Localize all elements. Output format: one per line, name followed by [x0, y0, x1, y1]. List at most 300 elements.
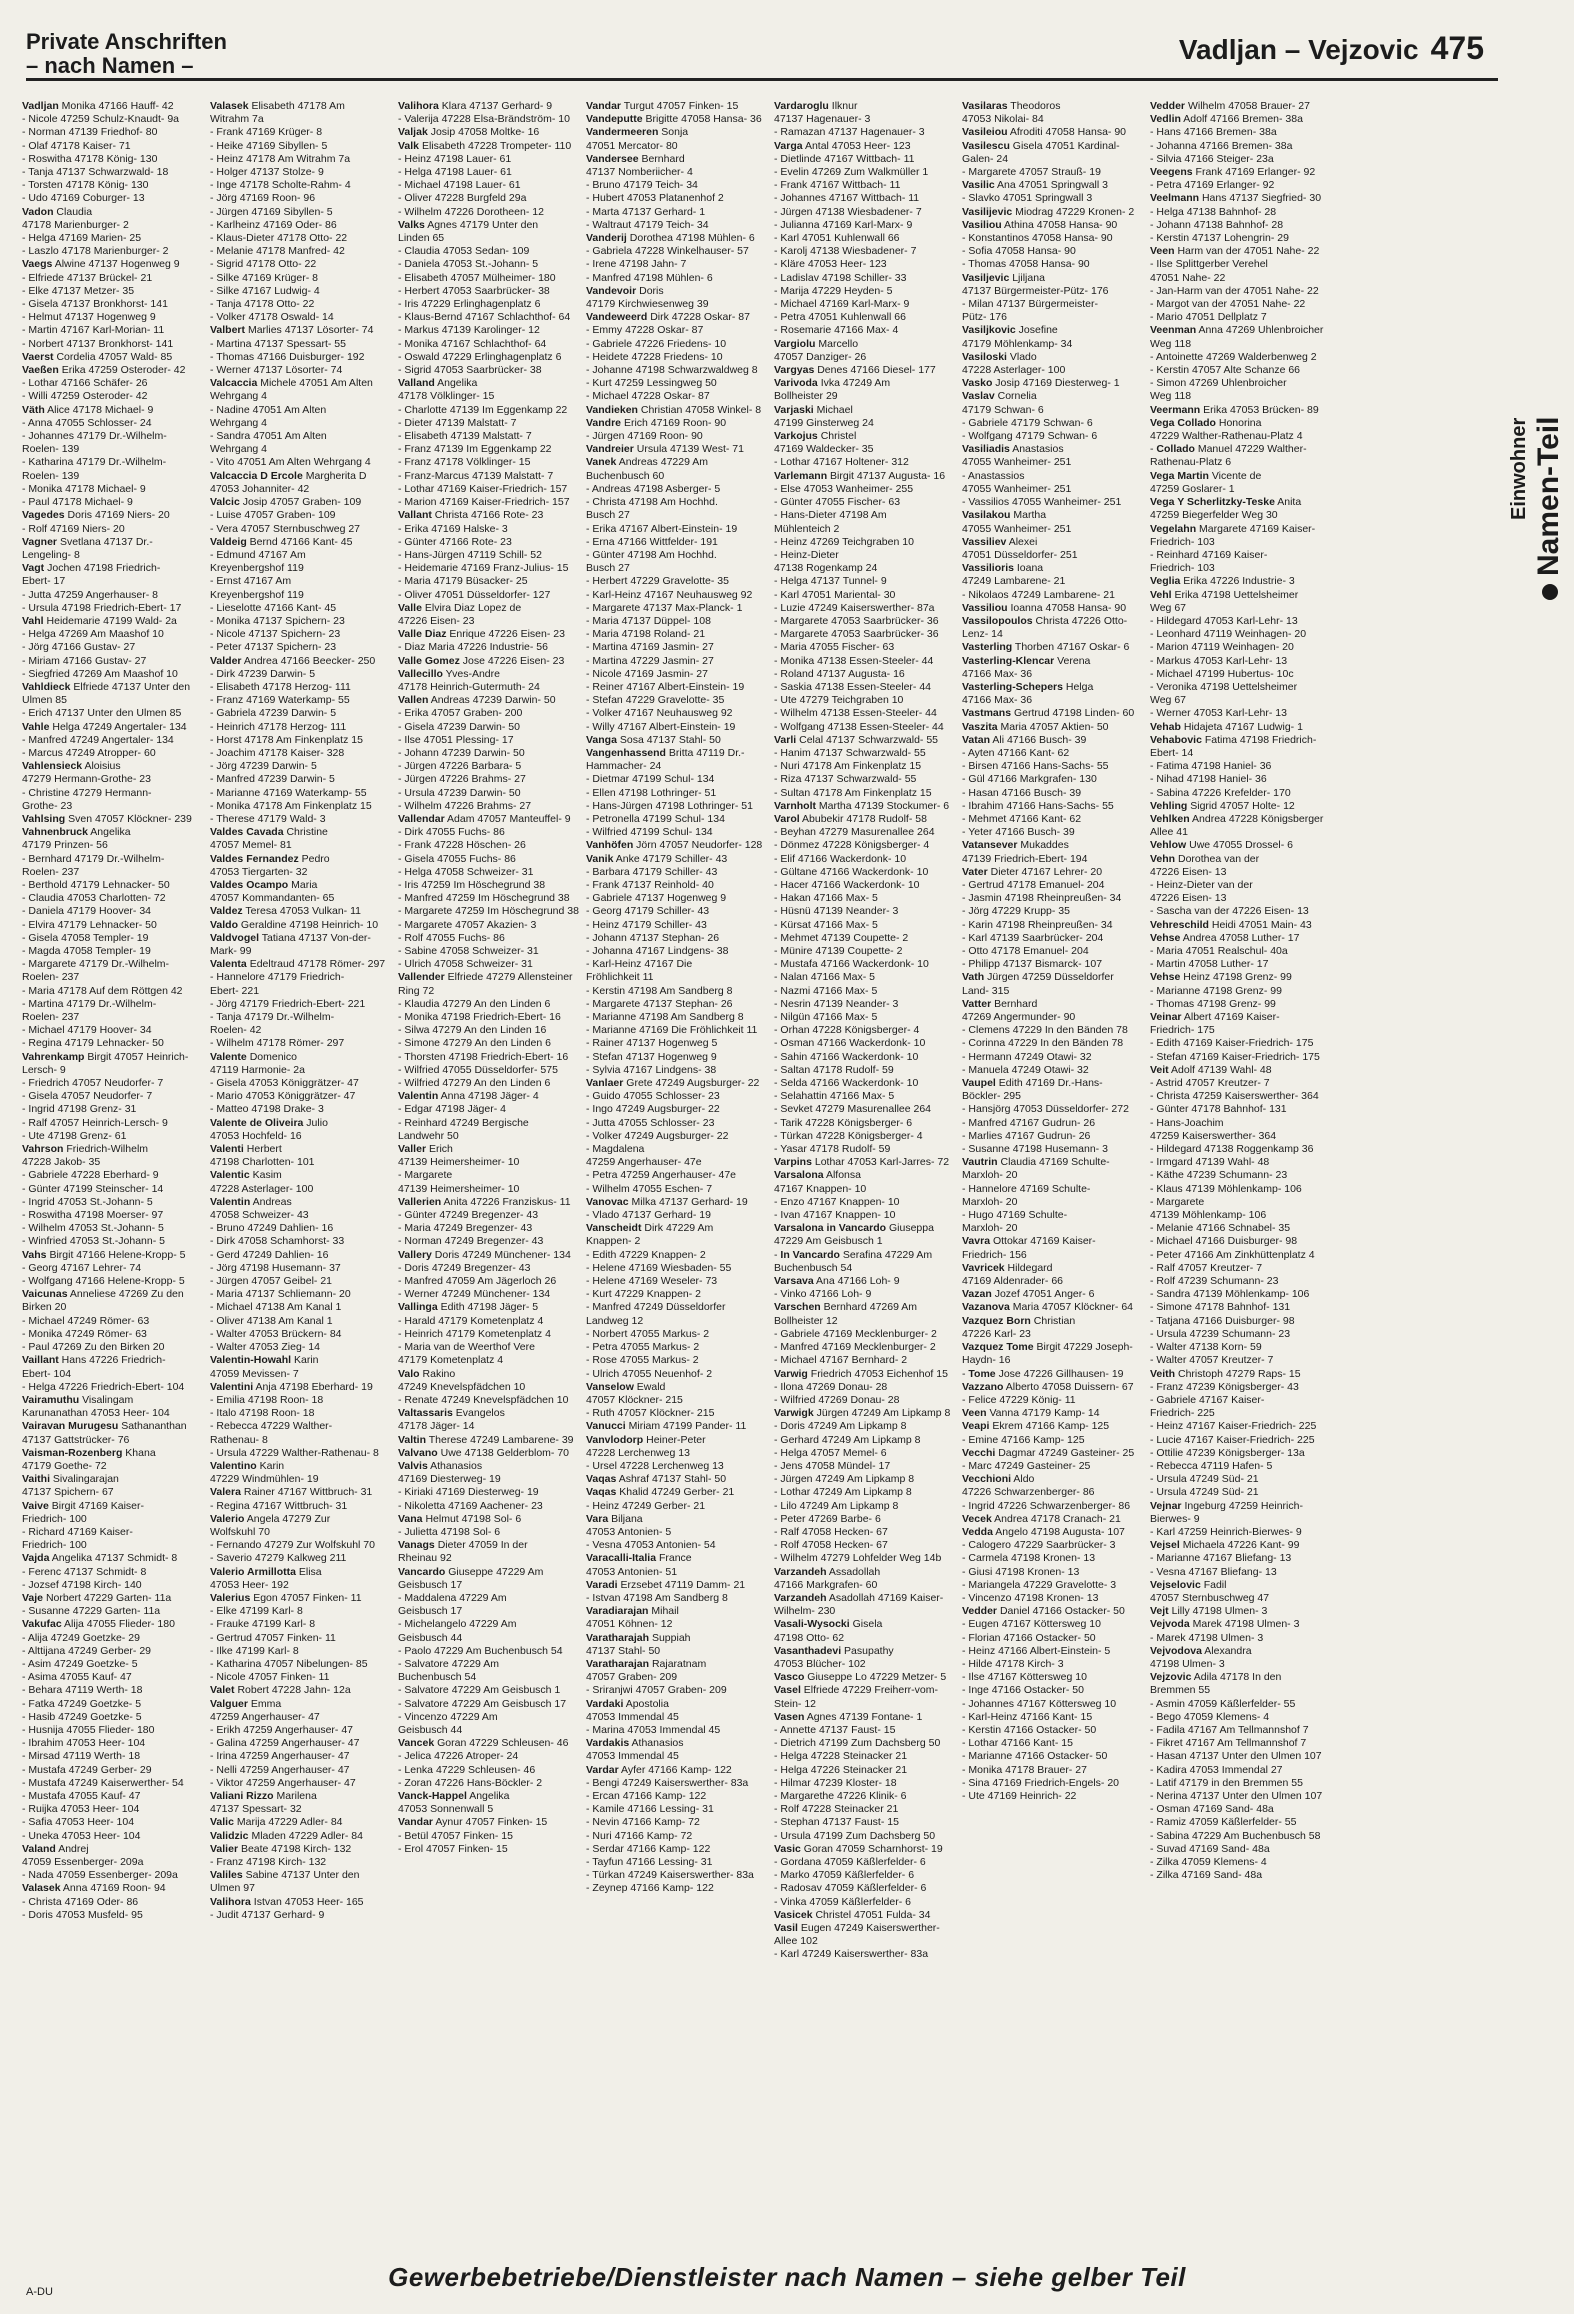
listing-entry: Valvano Uwe 47138 Gelderblom- 70: [398, 1446, 570, 1459]
listing-entry: Vejvoda Marek 47198 Ulmen- 3: [1150, 1618, 1300, 1631]
listing-entry: - Ursel 47228 Lerchenweg 13: [586, 1459, 724, 1472]
listing-entry: Vega Martin Vicente de: [1150, 469, 1262, 482]
listing-entry: Vastmans Gertrud 47198 Linden- 60: [962, 707, 1135, 720]
listing-entry: - Thomas 47166 Duisburger- 192: [210, 350, 365, 363]
listing-entry: - Martin 47058 Luther- 17: [1150, 958, 1269, 971]
name-range: Vadljan – Vejzovic: [1178, 34, 1419, 65]
listing-entry: - Erikh 47259 Angerhauser- 47: [210, 1723, 354, 1736]
listing-entry: - Gisela 47053 Königgrätzer- 47: [210, 1077, 359, 1090]
listing-entry: - Mehmet 47166 Kant- 62: [962, 812, 1082, 825]
listing-entry: - Magdalena: [586, 1143, 645, 1156]
listing-entry: 47178 Jäger- 14: [398, 1420, 475, 1433]
listing-entry: 47167 Knappen- 10: [774, 1182, 867, 1195]
listing-entry: - Siegfried 47269 Am Maashof 10: [22, 667, 178, 680]
listing-entry: Valier Beate 47198 Kirch- 132: [210, 1842, 352, 1855]
listing-entry: - Lucie 47167 Kaiser-Friedrich- 225: [1150, 1433, 1315, 1446]
listing-entry: - Sofia 47058 Hansa- 90: [962, 245, 1076, 258]
listing-entry: Bollheister 12: [774, 1314, 838, 1327]
listing-entry: - Marianne 47167 Bliefang- 13: [1150, 1552, 1292, 1565]
listing-entry: - Dönmez 47228 Königsberger- 4: [774, 839, 930, 852]
listing-entry: Allee 41: [1150, 826, 1188, 839]
listing-entry: - Hans-Jürgen 47198 Lothringer- 51: [586, 799, 753, 812]
listing-entry: Vajda Angelika 47137 Schmidt- 8: [22, 1552, 178, 1565]
listing-entry: - Jutta 47259 Angerhauser- 8: [22, 588, 159, 601]
listing-entry: - Margarete 47057 Akazien- 3: [398, 918, 537, 931]
listing-entry: Witrahm 7a: [210, 113, 264, 126]
listing-entry: Vasiliou Athina 47058 Hansa- 90: [962, 218, 1118, 231]
listing-entry: Vagedes Doris 47169 Niers- 20: [22, 509, 170, 522]
listing-entry: Vasanthadevi Pasupathy: [774, 1644, 894, 1657]
listing-entry: Ebert- 14: [1150, 746, 1194, 759]
listing-entry: - Emilia 47198 Roon- 18: [210, 1393, 324, 1406]
listing-entry: - Hannelore 47169 Schulte-: [962, 1182, 1091, 1195]
listing-entry: - Paul 47178 Michael- 9: [22, 496, 133, 509]
listing-entry: Vedder Wilhelm 47058 Brauer- 27: [1150, 100, 1310, 112]
listing-entry: - Manfred 47169 Mecklenburger- 2: [774, 1341, 936, 1354]
listing-entry: Buchenbusch 54: [774, 1261, 853, 1274]
listing-entry: - Ottilie 47239 Königsberger- 13a: [1150, 1446, 1305, 1459]
listing-entry: Vaqas Khalid 47249 Gerber- 21: [586, 1486, 735, 1499]
listing-entry: Vega Collado Honorina: [1150, 416, 1262, 429]
listing-entry: 47055 Wanheimer- 251: [962, 482, 1072, 495]
listing-entry: - Martina 47229 Jasmin- 27: [586, 654, 714, 667]
listing-entry: 47228 Asterlager- 100: [210, 1182, 314, 1195]
listing-entry: Bierwes- 9: [1150, 1512, 1200, 1525]
listing-entry: - Nerina 47137 Unter den Ulmen 107: [1150, 1790, 1323, 1802]
listing-entry: - Oliver 47051 Düsseldorfer- 127: [398, 588, 551, 601]
listing-entry: - Hans-Joachim: [1150, 1116, 1224, 1129]
listing-entry: - Münire 47139 Coupette- 2: [774, 945, 903, 957]
listing-entry: - Melanie 47178 Manfred- 42: [210, 245, 345, 258]
listing-entry: - Regina 47179 Lehnacker- 50: [22, 1037, 164, 1050]
listing-entry: - Wilhelm 47053 St.-Johann- 5: [22, 1222, 164, 1235]
listing-entry: - Maria 47051 Realschul- 40a: [1150, 945, 1288, 957]
listing-entry: Vairavan Murugesu Sathananthan: [22, 1420, 187, 1433]
listing-entry: Vega Y Scherlitzky-Teske Anita: [1150, 496, 1302, 509]
listing-entry: - Hanim 47137 Schwarzwald- 55: [774, 746, 926, 759]
listing-entry: - Doris 47053 Musfeld- 95: [22, 1908, 143, 1921]
listing-entry: - Tayfun 47166 Lessing- 31: [586, 1856, 713, 1869]
listing-entry: - Ingrid 47198 Grenz- 31: [22, 1103, 137, 1116]
listing-entry: 47179 Kometenplatz 4: [398, 1354, 504, 1367]
listing-entry: - Enzo 47167 Knappen- 10: [774, 1195, 900, 1208]
listing-entry: 47051 Nahe- 22: [1150, 271, 1226, 284]
listing-entry: - Hansjörg 47053 Düsseldorfer- 272: [962, 1103, 1129, 1116]
listing-entry: Vahnenbruck Angelika: [22, 826, 131, 839]
listing-entry: - Birsen 47166 Hans-Sachs- 55: [962, 760, 1109, 773]
listing-entry: - Hilmar 47239 Kloster- 18: [774, 1776, 897, 1789]
listing-entry: 47053 Antonien- 51: [586, 1565, 678, 1578]
listing-entry: - Marianne 47169 Die Fröhlichkeit 11: [586, 1024, 758, 1037]
listing-entry: 47179 Kirchwiesenweg 39: [586, 298, 709, 311]
listing-entry: - Maria van de Weerthof Vere: [398, 1341, 535, 1354]
listing-entry: - Saskia 47138 Essen-Steeler- 44: [774, 680, 932, 693]
listing-entry: - Barbara 47179 Schiller- 43: [586, 865, 718, 878]
listing-entry: - Klaudia 47279 An den Linden 6: [398, 997, 551, 1010]
listing-entry: 47178 Marienburger- 2: [22, 218, 129, 231]
listing-entry: - Ulrich 47055 Neuenhof- 2: [586, 1367, 713, 1380]
listing-entry: - Luise 47057 Graben- 109: [210, 509, 336, 522]
listing-entry: - Giusi 47198 Kronen- 13: [962, 1565, 1080, 1578]
listing-entry: Galen- 24: [962, 152, 1009, 165]
listing-entry: Varsava Ana 47166 Loh- 9: [774, 1275, 900, 1288]
listing-entry: - Markus 47053 Karl-Lehr- 13: [1150, 654, 1288, 667]
listing-entry: - Manuela 47249 Otawi- 32: [962, 1063, 1089, 1076]
listing-entry: Vagt Jochen 47198 Friedrich-: [22, 562, 161, 575]
listing-entry: Vahldieck Elfriede 47137 Unter den: [22, 680, 191, 693]
listing-entry: - Helga 47198 Lauer- 61: [398, 166, 512, 179]
listing-entry: Valente Domenico: [210, 1050, 297, 1063]
listing-entry: - Frank 47167 Wittbach- 11: [774, 179, 901, 192]
listing-entry: Vanderij Dorothea 47198 Mühlen- 6: [586, 232, 755, 245]
listing-entry: - Wilfried 47199 Schul- 134: [586, 826, 713, 839]
listing-entry: - Franz 47239 Königsberger- 43: [1150, 1380, 1299, 1393]
listing-entry: 47057 Danziger- 26: [774, 350, 867, 363]
listing-entry: - Elvira 47179 Lehnacker- 50: [22, 918, 157, 931]
listing-entry: - Johann 47138 Bahnhof- 28: [1150, 218, 1284, 231]
listing-entry: - Ralf 47057 Kreutzer- 7: [1150, 1261, 1263, 1274]
listing-entry: - Vinko 47166 Loh- 9: [774, 1288, 872, 1301]
listing-entry: - Frank 47137 Reinhold- 40: [586, 878, 714, 891]
listing-entry: - Edmund 47167 Am: [210, 548, 306, 561]
listing-entry: - Mariangela 47229 Gravelotte- 3: [962, 1578, 1117, 1591]
listing-entry: - Michael 47228 Oskar- 87: [586, 390, 710, 403]
listing-entry: Buchenbusch 54: [398, 1671, 477, 1684]
listing-entry: Valasek Anna 47169 Roon- 94: [22, 1882, 166, 1895]
listing-entry: Varlemann Birgit 47137 Augusta- 16: [774, 469, 946, 482]
listing-entry: - Karl-Heinz 47167 Neuhausweg 92: [586, 588, 753, 601]
listing-entry: - Volker 47167 Neuhausweg 92: [586, 707, 733, 720]
listing-entry: Vassiliou Ioanna 47058 Hansa- 90: [962, 601, 1127, 614]
listing-entry: 47269 Angermunder- 90: [962, 1011, 1076, 1024]
side-tab-large-label: [1532, 417, 1566, 600]
listing-entry: Vahlsing Sven 47057 Klöckner- 239: [22, 812, 192, 825]
listing-entry: - Mehmet 47139 Coupette- 2: [774, 931, 909, 944]
listing-entry: - Hüsnü 47139 Neander- 3: [774, 905, 899, 918]
listing-entry: - Philipp 47137 Bismarck- 107: [962, 958, 1103, 971]
listing-entry: Valle Elvira Diaz Lopez de: [398, 601, 522, 614]
listing-entry: - Jörg 47166 Gustav- 27: [22, 641, 136, 654]
listing-entry: Geisbusch 17: [398, 1605, 463, 1618]
listing-entry: - Walter 47053 Brückern- 84: [210, 1327, 342, 1340]
listing-entry: - Maria 47137 Düppel- 108: [586, 614, 711, 627]
listing-entry: - Johannes 47167 Wittbach- 11: [774, 192, 920, 205]
listing-entry: - Ivan 47167 Knappen- 10: [774, 1209, 896, 1222]
listing-entry: Varsalona in Vancardo Giuseppa: [774, 1222, 934, 1235]
listing-entry: - Vincenzo 47198 Kronen- 13: [962, 1591, 1099, 1604]
listing-entry: - Zoran 47226 Hans-Böckler- 2: [398, 1776, 543, 1789]
listing-entry: - Zilka 47059 Klemens- 4: [1150, 1856, 1267, 1869]
listing-entry: - Jörg 47169 Roon- 96: [210, 192, 316, 205]
listing-entry: - Gabriele 47167 Kaiser-: [1150, 1393, 1265, 1406]
listing-entry: Vejvodova Alexandra: [1150, 1644, 1252, 1657]
listing-entry: - Jutta 47055 Schlosser- 23: [586, 1116, 715, 1129]
listing-entry: Vaqas Ashraf 47137 Stahl- 50: [586, 1473, 727, 1486]
listing-entry: - Waltraut 47179 Teich- 34: [586, 218, 709, 231]
listing-entry: - Heike 47169 Sibyllen- 5: [210, 139, 328, 152]
listing-entry: - Nicole 47057 Finken- 11: [210, 1671, 330, 1684]
listing-entry: Vehlow Uwe 47055 Drossel- 6: [1150, 839, 1293, 852]
listing-entry: - Martina 47179 Dr.-Wilhelm-: [22, 997, 157, 1010]
listing-entry: - Carmela 47198 Kronen- 13: [962, 1552, 1096, 1565]
listing-entry: 47169 Diesterweg- 19: [398, 1473, 501, 1486]
listing-entry: Vatansever Mukaddes: [962, 839, 1069, 852]
listing-entry: Vardaki Apostolia: [586, 1697, 669, 1710]
listing-entry: - Maria 47178 Auf dem Röttgen 42: [22, 984, 183, 997]
listing-entry: Valjak Josip 47058 Moltke- 16: [398, 126, 540, 139]
listing-entry: - Renate 47249 Knevelspfädchen 10: [398, 1393, 569, 1406]
listing-entry: - Kurt 47259 Lessingweg 50: [586, 377, 717, 390]
listing-entry: - Türkan 47249 Kaiserswerther- 83a: [586, 1869, 754, 1882]
listing-entry: - Osman 47166 Wackerdonk- 10: [774, 1037, 926, 1050]
page-number: 475: [1430, 30, 1484, 66]
listing-entry: Vasiliadis Anastasios: [962, 443, 1064, 456]
listing-entry: Friedrich- 175: [1150, 1024, 1215, 1037]
listing-entry: Hammacher- 24: [586, 760, 662, 773]
listing-entry: - Wilhelm 47226 Brahms- 27: [398, 799, 532, 812]
listing-entry: Marxloh- 20: [962, 1169, 1018, 1182]
listing-entry: Vandermeeren Sonja: [586, 126, 689, 139]
listing-entry: - Sylvia 47167 Lindgens- 38: [586, 1063, 717, 1076]
listing-entry: - Gisela 47058 Templer- 19: [22, 931, 149, 944]
listing-entry: Vejzovic Adila 47178 In den: [1150, 1671, 1282, 1684]
listing-entry: - Asmin 47059 Käßlerfelder- 55: [1150, 1697, 1296, 1710]
listing-entry: Vaeßen Erika 47259 Osteroder- 42: [22, 364, 186, 377]
listing-entry: Valihora Istvan 47053 Heer- 165: [210, 1895, 364, 1908]
listing-entry: Valdvogel Tatiana 47137 Von-der-: [210, 931, 371, 944]
listing-entry: - Volker 47178 Oswald- 14: [210, 311, 334, 324]
listing-entry: - Helene 47169 Wiesbaden- 55: [586, 1261, 732, 1274]
listing-entry: Vejt Lilly 47198 Ulmen- 3: [1150, 1605, 1268, 1618]
listing-entry: - Gabriele 47226 Friedens- 10: [586, 337, 727, 350]
listing-entry: - Salvatore 47229 Am Geisbusch 1: [398, 1684, 561, 1697]
listing-entry: - Gabriele 47228 Eberhard- 9: [22, 1169, 159, 1182]
listing-entry: - Margarete 47053 Saarbrücker- 36: [774, 614, 939, 627]
listing-entry: Vasco Giuseppe Lo 47229 Metzer- 5: [774, 1671, 947, 1684]
listing-entry: - Helga 47226 Steinacker 21: [774, 1763, 908, 1776]
listing-entry: - Heinrich 47179 Kometenplatz 4: [398, 1327, 551, 1340]
listing-entry: - Martina 47137 Spessart- 55: [210, 337, 346, 350]
listing-entry: Varwigk Jürgen 47249 Am Lipkamp 8: [774, 1407, 951, 1420]
listing-entry: Allee 102: [774, 1935, 818, 1948]
listing-entry: - Jasmin 47198 Rheinpreußen- 34: [962, 892, 1122, 905]
listing-entry: Geisbusch 44: [398, 1631, 463, 1644]
listing-entry: - Salvatore 47229 Am: [398, 1657, 499, 1670]
listing-entry: - Dirk 47239 Darwin- 5: [210, 667, 316, 680]
listing-entry: Veit Adolf 47139 Wahl- 48: [1150, 1063, 1272, 1076]
listing-entry: - Jörg 47179 Friedrich-Ebert- 221: [210, 997, 366, 1010]
listing-entry: - Ingrid 47226 Schwarzenberger- 86: [962, 1499, 1131, 1512]
listing-entry: - Margot van der 47051 Nahe- 22: [1150, 298, 1306, 311]
listing-entry: Vasen Agnes 47139 Fontane- 1: [774, 1710, 923, 1723]
listing-entry: - Else 47053 Wanheimer- 255: [774, 482, 914, 495]
listing-entry: - Klaus 47139 Möhlenkamp- 106: [1150, 1182, 1302, 1195]
listing-entry: - Nada 47059 Essenberger- 209a: [22, 1869, 178, 1882]
listing-entry: - Jelica 47226 Atroper- 24: [398, 1750, 519, 1763]
listing-entry: Marxloh- 20: [962, 1195, 1018, 1208]
listing-entry: Vejselovic Fadil: [1150, 1578, 1227, 1591]
listing-entry: - Peter 47166 Am Zinkhüttenplatz 4: [1150, 1248, 1315, 1261]
listing-entry: - Irene 47198 Jahn- 7: [586, 258, 687, 271]
listing-entry: Vanovac Milka 47137 Gerhard- 19: [586, 1195, 748, 1208]
listing-entry: Varzandeh Assadollah: [774, 1565, 881, 1578]
listing-entry: - Bengi 47249 Kaiserswerther- 83a: [586, 1776, 749, 1789]
listing-entry: 47053 Nikolai- 84: [962, 113, 1044, 126]
listing-entry: Lenz- 14: [962, 628, 1003, 641]
listing-entry: 47057 Klöckner- 215: [586, 1393, 683, 1406]
listing-entry: - Maria 47055 Fischer- 63: [774, 641, 895, 654]
listing-entry: Vandevoir Doris: [586, 284, 664, 297]
listing-entry: Vancek Goran 47229 Schleusen- 46: [398, 1737, 569, 1750]
listing-entry: - Ilke 47199 Karl- 8: [210, 1644, 299, 1657]
listing-entry: - Salvatore 47229 Am Geisbusch 17: [398, 1697, 567, 1710]
listing-entry: Valentin Andreas: [210, 1195, 292, 1208]
listing-entry: 47057 Graben- 209: [586, 1671, 678, 1684]
listing-entry: - Martina 47169 Jasmin- 27: [586, 641, 714, 654]
listing-entry: - Reinhard 47249 Bergische: [398, 1116, 529, 1129]
listing-entry: Vanags Dieter 47059 In der: [398, 1539, 528, 1552]
listing-entry: - Rolf 47055 Fuchs- 86: [398, 931, 505, 944]
listing-entry: Valenti Herbert: [210, 1143, 282, 1156]
listing-entry: - Ursula 47199 Zum Dachsberg 50: [774, 1829, 936, 1842]
listing-entry: - Behara 47119 Werth- 18: [22, 1684, 143, 1697]
listing-entry: Lengeling- 8: [22, 548, 80, 561]
listing-entry: Vasilakou Martha: [962, 509, 1047, 522]
listing-entry: - Sandra 47051 Am Alten: [210, 430, 327, 443]
listing-entry: - Heinrich 47178 Herzog- 111: [210, 720, 347, 733]
listing-entry: Friedrich- 225: [1150, 1407, 1215, 1420]
listing-column: [1150, 100, 1338, 2250]
listing-entry: - Vesna 47167 Bliefang- 13: [1150, 1565, 1277, 1578]
listing-entry: - Reiner 47167 Albert-Einstein- 19: [586, 680, 745, 693]
listing-entry: - Vlado 47137 Gerhard- 19: [586, 1209, 711, 1222]
listing-entry: - Tatjana 47166 Duisburger- 98: [1150, 1314, 1295, 1327]
listing-entry: 47137 Gattstrücker- 76: [22, 1433, 130, 1446]
listing-entry: - Kerstin 47057 Alte Schanze 66: [1150, 364, 1301, 377]
listing-entry: - Erich 47137 Unter den Ulmen 85: [22, 707, 182, 720]
listing-entry: - Melanie 47166 Schnabel- 35: [1150, 1222, 1291, 1235]
listing-entry: Vasileiou Afroditi 47058 Hansa- 90: [962, 126, 1127, 139]
listing-entry: - Miriam 47166 Gustav- 27: [22, 654, 147, 667]
listing-entry: Valguer Emma: [210, 1697, 282, 1710]
listing-entry: - Margarete 47137 Max-Planck- 1: [586, 601, 743, 614]
listing-entry: - Rolf 47169 Niers- 20: [22, 522, 125, 535]
listing-entry: Vaszita Maria 47057 Aktien- 50: [962, 720, 1109, 733]
listing-entry: Valand Andrej: [22, 1842, 89, 1855]
listing-entry: - Margarete 47137 Stephan- 26: [586, 997, 733, 1010]
listing-entry: Valcaccia D Ercole Margherita D: [210, 469, 367, 482]
listing-entry: Varpins Lothar 47053 Karl-Jarres- 72: [774, 1156, 950, 1169]
listing-entry: 47057 Kommandanten- 65: [210, 892, 335, 905]
listing-entry: Vardar Ayfer 47166 Kamp- 122: [586, 1763, 732, 1776]
listing-entry: - Ramiz 47059 Käßlerfelder- 55: [1150, 1816, 1297, 1829]
listing-entry: Vehreschild Heidi 47051 Main- 43: [1150, 918, 1312, 931]
listing-entry: Varatharajan Rajaratnam: [586, 1657, 707, 1670]
listing-entry: - Vera 47057 Sternbuschweg 27: [210, 522, 361, 535]
listing-entry: - Simone 47178 Bahnhof- 131: [1150, 1301, 1291, 1314]
listing-entry: 47198 Charlotten- 101: [210, 1156, 315, 1169]
listing-entry: Valle Gomez Jose 47226 Eisen- 23: [398, 654, 565, 667]
listing-entry: - Hildegard 47138 Roggenkamp 36: [1150, 1143, 1314, 1156]
listing-entry: Weg 67: [1150, 601, 1186, 614]
listing-entry: 47053 Blücher- 102: [774, 1657, 866, 1670]
listing-entry: - Dietrich 47199 Zum Dachsberg 50: [774, 1737, 941, 1750]
listing-entry: - Türkan 47228 Königsberger- 4: [774, 1129, 923, 1142]
listing-entry: Vasilic Ana 47051 Springwall 3: [962, 179, 1108, 192]
listing-entry: - Hans 47166 Bremen- 38a: [1150, 126, 1277, 139]
listing-entry: - Safia 47053 Heer- 104: [22, 1816, 135, 1829]
listing-entry: - Sahin 47166 Wackerdonk- 10: [774, 1050, 919, 1063]
listing-entry: 47139 Heimersheimer- 10: [398, 1156, 520, 1169]
listing-entry: Vasilescu Gisela 47051 Kardinal-: [962, 139, 1120, 152]
listing-entry: Vahrson Friedrich-Wilhelm: [22, 1143, 149, 1156]
listing-entry: - Michael 47249 Römer- 63: [22, 1314, 150, 1327]
listing-column: [586, 100, 774, 2250]
listing-entry: Vallinga Edith 47198 Jäger- 5: [398, 1301, 539, 1314]
listing-entry: - Markus 47139 Karolinger- 12: [398, 324, 540, 337]
listing-entry: - Petronella 47199 Schul- 134: [586, 812, 725, 825]
listing-entry: - Mustafa 47249 Gerber- 29: [22, 1763, 152, 1776]
listing-entry: - Rolf 47228 Steinacker 21: [774, 1803, 899, 1816]
listing-entry: - Monika 47249 Römer- 63: [22, 1327, 147, 1340]
listing-entry: - Mario 47051 Dellplatz 7: [1150, 311, 1267, 324]
listing-entry: - Willy 47167 Albert-Einstein- 19: [586, 720, 736, 733]
listing-entry: Ulmen 97: [210, 1882, 255, 1895]
listing-entry: Marxloh- 20: [962, 1222, 1018, 1235]
listing-entry: Ebert- 17: [22, 575, 66, 588]
listing-entry: Vassilioris Ioana: [962, 562, 1044, 575]
listing-entry: - Johanna 47166 Bremen- 38a: [1150, 139, 1293, 152]
listing-entry: - Yeter 47166 Busch- 39: [962, 826, 1075, 839]
listing-entry: 47137 Bürgermeister-Pütz- 176: [962, 284, 1109, 297]
listing-entry: Vara Biljana: [586, 1512, 643, 1525]
listing-entry: - Sigrid 47053 Saarbrücker- 38: [398, 364, 542, 377]
listing-entry: Validzic Mladen 47229 Adler- 84: [210, 1829, 363, 1842]
listing-entry: - Lilo 47249 Am Lipkamp 8: [774, 1499, 899, 1512]
listing-entry: 47179 Goethe- 72: [22, 1459, 107, 1472]
listing-entry: Vagner Svetlana 47137 Dr.-: [22, 535, 153, 548]
listing-entry: - Petra 47169 Erlanger- 92: [1150, 179, 1275, 192]
listing-entry: - Vincenzo 47229 Am: [398, 1710, 498, 1723]
listing-entry: - Walter 47053 Zieg- 14: [210, 1341, 320, 1354]
listing-entry: - Helene 47169 Weseler- 73: [586, 1275, 718, 1288]
listing-entry: Roelen- 237: [22, 971, 80, 984]
listing-entry: - Kürsat 47166 Max- 5: [774, 918, 878, 931]
listing-entry: Vehab Hidajeta 47167 Ludwig- 1: [1150, 720, 1303, 733]
listing-entry: - Jozsef 47198 Kirch- 140: [22, 1578, 142, 1591]
listing-entry: Valle Diaz Enrique 47226 Eisen- 23: [398, 628, 565, 641]
listing-entry: - Norbert 47055 Markus- 2: [586, 1327, 710, 1340]
listing-entry: Vaisman-Rozenberg Khana: [22, 1446, 156, 1459]
listing-entry: Vanck-Happel Angelika: [398, 1790, 510, 1802]
listing-entry: Linden 65: [398, 232, 445, 245]
listing-entry: - Heinz 47269 Teichgraben 10: [774, 535, 914, 548]
listing-entry: - Tanja 47137 Schwarzwald- 18: [22, 166, 169, 179]
listing-entry: - Mustafa 47055 Kauf- 47: [22, 1790, 141, 1802]
listing-entry: 47229 Windmühlen- 19: [210, 1473, 319, 1486]
listing-entry: - Vito 47051 Am Alten Wehrgang 4: [210, 456, 371, 469]
listing-entry: - Judit 47137 Gerhard- 9: [210, 1908, 325, 1921]
listing-entry: Mark- 99: [210, 945, 252, 957]
listing-entry: - Dirk 47055 Fuchs- 86: [398, 826, 505, 839]
listing-entry: - Serdar 47166 Kamp- 122: [586, 1842, 711, 1855]
listing-entry: - Gertrud 47178 Emanuel- 204: [962, 878, 1105, 891]
listing-entry: - Suvad 47169 Sand- 48a: [1150, 1842, 1270, 1855]
listing-entry: - Rolf 47239 Schumann- 23: [1150, 1275, 1279, 1288]
listing-entry: Veapi Ekrem 47166 Kamp- 125: [962, 1420, 1110, 1433]
listing-entry: Vazquez Tome Birgit 47229 Joseph-: [962, 1341, 1133, 1354]
listing-entry: Vahlensieck Aloisius: [22, 760, 121, 773]
